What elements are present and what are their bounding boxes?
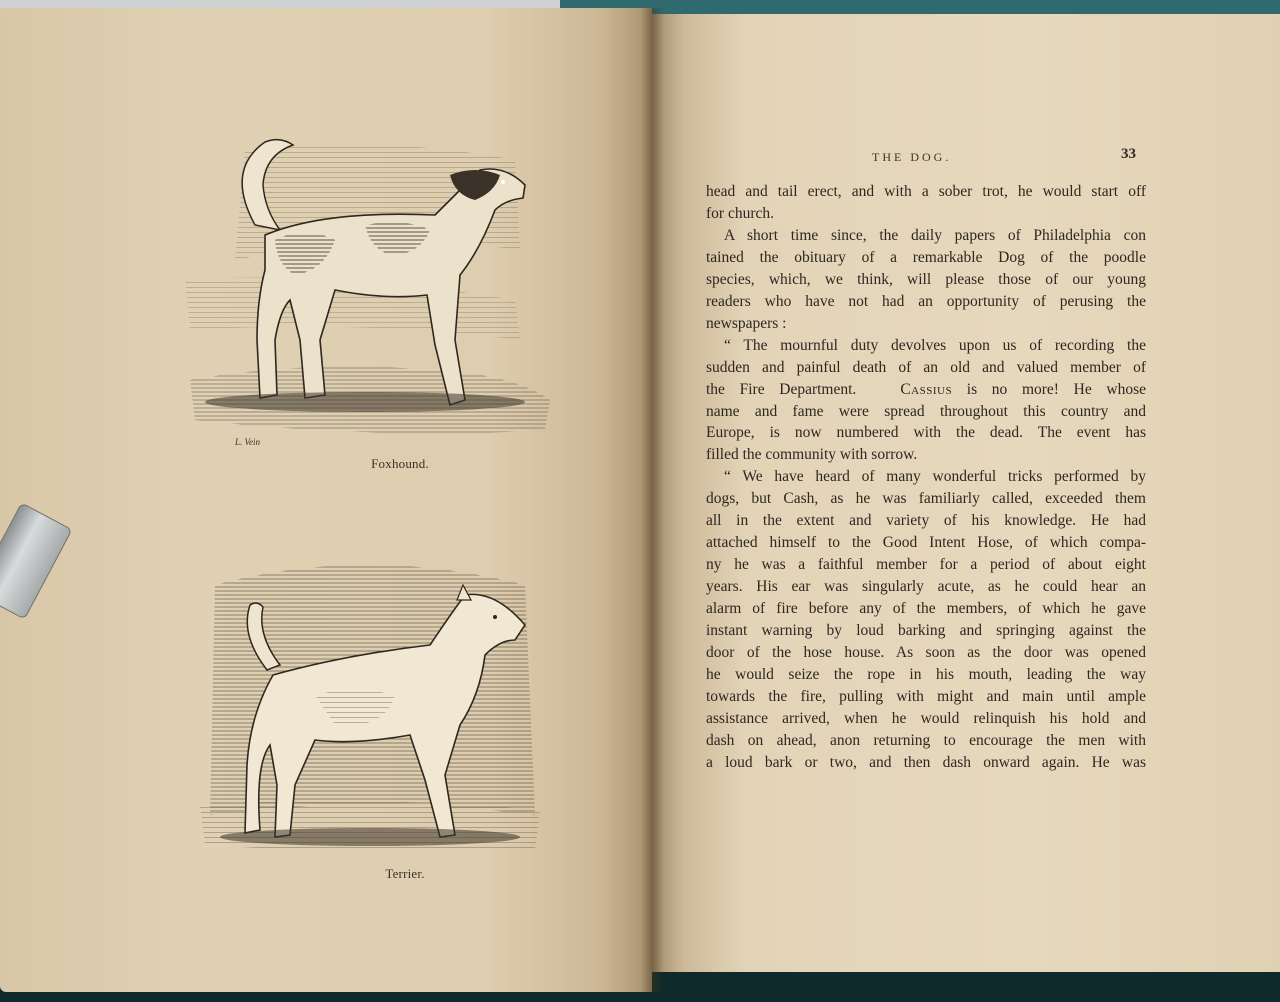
running-head: THE DOG. [872, 150, 952, 164]
text-line: instant warning by loud barking and springing against the [706, 622, 1146, 640]
text-line: tained the obituary of a remarkable Dog of the poodle [706, 248, 1146, 266]
name-cassius: Cassius [900, 380, 953, 398]
text-line: head and tail erect, and with a sober trot, he would start off [706, 183, 1146, 200]
foxhound-engraving-icon [185, 130, 555, 450]
text-line-composite [706, 379, 1146, 401]
engraver-signature: L. Vein [235, 437, 261, 447]
text-line: ny he was a faithful member for a period of about eight [706, 556, 1146, 574]
text-line: years. His ear was singularly acute, as he could hear an [706, 578, 1146, 596]
terrier-caption: Terrier. [385, 866, 425, 881]
text-line: “ We have heard of many wonderful tricks performed by [724, 468, 1146, 486]
text-line: species, which, we think, will please those of our young [706, 270, 1146, 288]
text-segment: the Fire Department. [706, 380, 857, 398]
text-line: attached himself to the Good Intent Hose, of which compa- [706, 534, 1146, 552]
text-line: newspapers : [706, 314, 787, 332]
body-text [706, 181, 1146, 774]
text-line: he would seize the rope in his mouth, leading the way [706, 665, 1146, 683]
text-line: alarm of fire before any of the members, of which he gave [706, 600, 1146, 618]
text-line: Europe, is now numbered with the dead. The event has [706, 424, 1146, 442]
foxhound-caption: Foxhound. [371, 456, 429, 471]
text-segment: is no more! He whose [966, 380, 1146, 398]
text-line: readers who have not had an opportunity of perusing the [706, 292, 1146, 310]
text-line: “ The mournful duty devolves upon us of recording the [724, 336, 1146, 354]
text-line: sudden and painful death of an old and valued member of [706, 358, 1146, 376]
page-number: 33 [1121, 146, 1136, 162]
text-line: assistance arrived, when he would relinquish his hold and [706, 709, 1146, 727]
terrier-engraving-icon [195, 545, 555, 865]
book-gutter [640, 8, 664, 992]
text-line: dash on ahead, anon returning to encourage the men with [706, 731, 1146, 749]
text-line: A short time since, the daily papers of Philadelphia con [724, 226, 1146, 244]
text-line: door of the hose house. As soon as the door was opened [706, 644, 1146, 662]
text-line: dogs, but Cash, as he was familiarly called, exceeded them [706, 490, 1146, 508]
text-line: a loud bark or two, and then dash onward again. He was [706, 753, 1146, 771]
text-line: all in the extent and variety of his knowledge. He had [706, 512, 1146, 530]
text-line: towards the fire, pulling with might and main until ample [706, 687, 1146, 705]
text-line: name and fame were spread throughout this country and [706, 402, 1146, 420]
text-line: filled the community with sorrow. [706, 446, 918, 464]
text-line: for church. [706, 204, 774, 222]
